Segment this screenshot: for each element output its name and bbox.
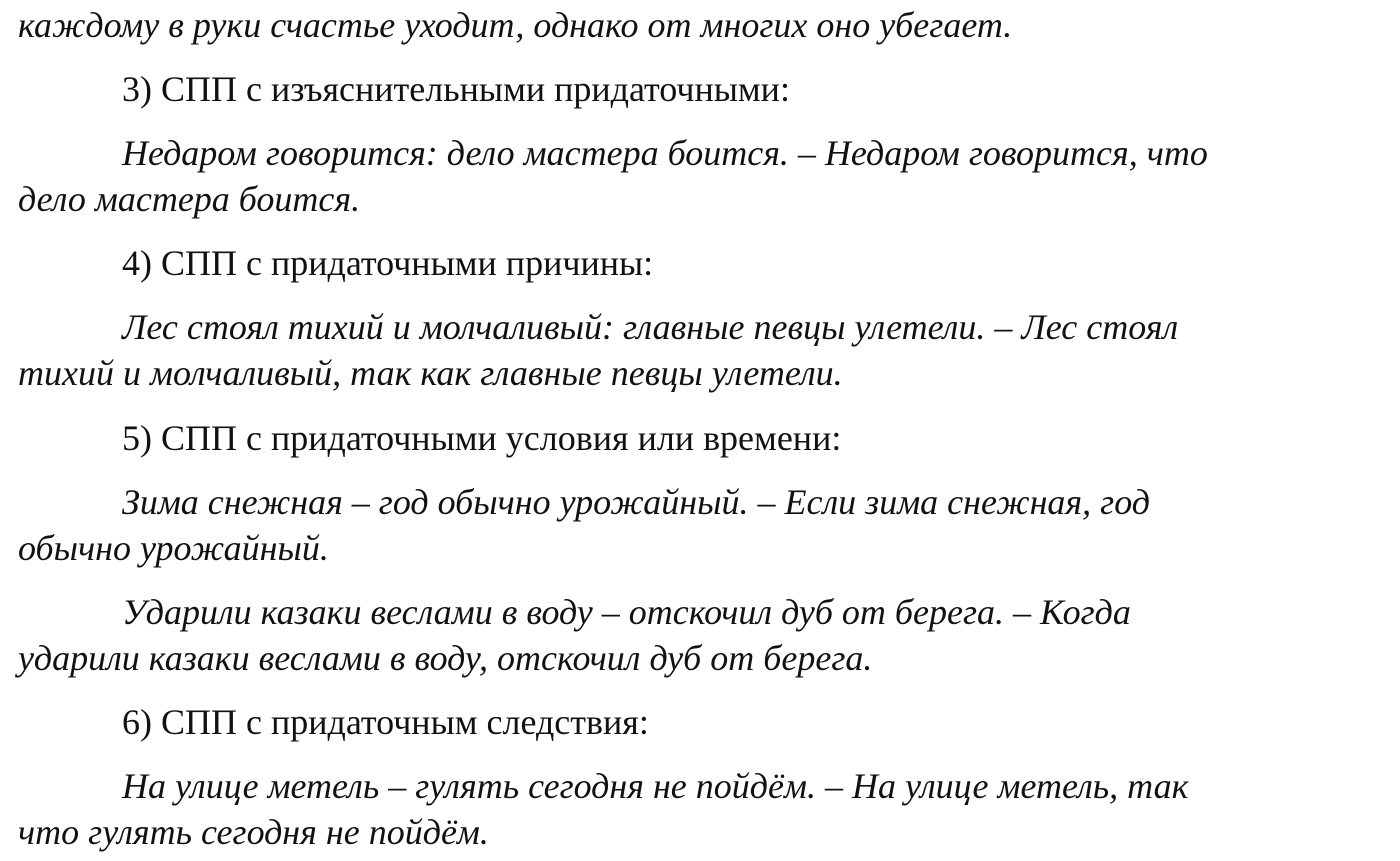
example-6-line-2: что гулять сегодня не пойдём.	[18, 812, 489, 852]
section-heading-6: 6) СПП с придаточным следствия:	[122, 702, 649, 742]
example-5b-line-1: Ударили казаки веслами в воду – отскочил дуб от берега. – Когда	[122, 592, 1131, 632]
example-5b-line-2: ударили казаки веслами в воду, отскочил дуб от берега.	[18, 638, 873, 678]
section-heading-4: 4) СПП с придаточными причины:	[122, 243, 654, 283]
example-4-line-1: Лес стоял тихий и молчаливый: главные певцы улетели. – Лес стоял	[122, 307, 1179, 347]
example-3-line-2: дело мастера боится.	[18, 179, 361, 219]
continuation-line: каждому в руки счастье уходит, однако от многих оно убегает.	[18, 5, 1013, 45]
section-heading-3: 3) СПП с изъяснительными придаточными:	[122, 69, 790, 109]
example-5a-line-1: Зима снежная – год обычно урожайный. – Если зима снежная, год	[122, 482, 1150, 522]
example-6-line-1: На улице метель – гулять сегодня не пойдём. – На улице метель, так	[122, 766, 1189, 806]
section-heading-5: 5) СПП с придаточными условия или времени:	[122, 418, 842, 458]
example-5a-line-2: обычно урожайный.	[18, 528, 329, 568]
example-4-line-2: тихий и молчаливый, так как главные певцы улетели.	[18, 353, 843, 393]
example-3-line-1: Недаром говорится: дело мастера боится. – Недаром говорится, что	[122, 133, 1208, 173]
